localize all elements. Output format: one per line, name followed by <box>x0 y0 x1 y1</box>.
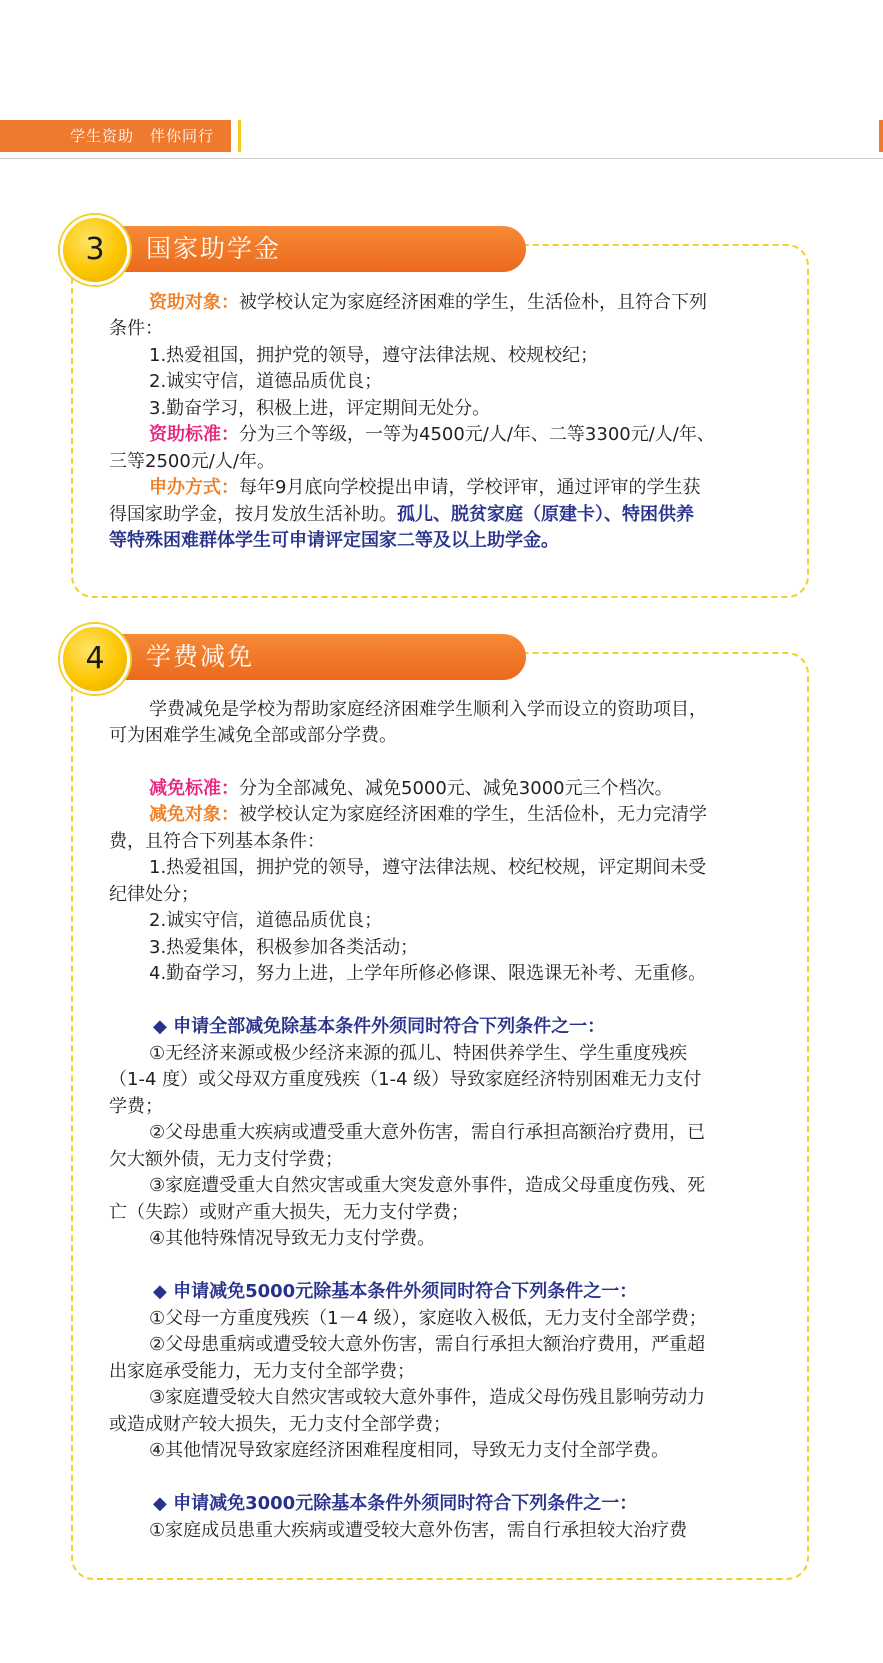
header-accent-line <box>238 120 241 152</box>
s4-cond-1b: 纪律处分； <box>109 884 199 905</box>
s4-object-2: 费，且符合下列基本条件： <box>109 831 325 852</box>
s3-line-6: 资助标准：分为三个等级，一等为4500元/人/年、二等3300元/人/年、 <box>149 424 715 445</box>
header-divider <box>0 158 883 159</box>
s4-intro-2: 可为困难学生减免全部或部分学费。 <box>109 725 397 746</box>
s3-line-1: 资助对象：被学校认定为家庭经济困难的学生，生活俭朴，且符合下列 <box>149 292 707 313</box>
s4-intro-1: 学费减免是学校为帮助家庭经济困难学生顺利入学而设立的资助项目， <box>149 699 707 720</box>
s3-line-8: 申办方式：每年9月底向学校提出申请，学校评审，通过评审的学生获 <box>149 477 701 498</box>
header-right-tab <box>879 120 883 152</box>
header-slogan: 学生资助 伴你同行 <box>70 127 215 145</box>
s3-line-4: 2.诚实守信，道德品质优良； <box>149 371 383 392</box>
s4-standard: 减免标准：分为全部减免、减免5000元、减免3000元三个档次。 <box>149 778 673 799</box>
s4-full-heading: ◆ 申请全部减免除基本条件外须同时符合下列条件之一： <box>153 1016 606 1037</box>
s4-5000-2b: 出家庭承受能力，无力支付全部学费； <box>109 1361 415 1382</box>
section-4-title: 学费减免 <box>146 642 255 671</box>
s3-line-9: 得国家助学金，按月发放生活补助。孤儿、脱贫家庭（原建卡）、特困供养 <box>109 504 694 525</box>
s4-cond-2: 2.诚实守信，道德品质优良； <box>149 910 383 931</box>
s3-line-10: 等特殊困难群体学生可申请评定国家二等及以上助学金。 <box>109 530 559 551</box>
s4-full-1c: 学费； <box>109 1096 163 1117</box>
s4-5000-2a: ②父母患重病或遭受较大意外伤害，需自行承担大额治疗费用，严重超 <box>149 1334 706 1355</box>
s4-full-1a: ①无经济来源或极少经济来源的孤儿、特困供养学生、学生重度残疾 <box>149 1043 688 1064</box>
s4-full-2a: ②父母患重大疾病或遭受重大意外伤害，需自行承担高额治疗费用，已 <box>149 1122 706 1143</box>
s4-cond-4: 4.勤奋学习，努力上进，上学年所修必修课、限选课无补考、无重修。 <box>149 963 707 984</box>
s4-3000-1: ①家庭成员患重大疾病或遭受较大意外伤害，需自行承担较大治疗费 <box>149 1520 688 1541</box>
s3-line-7: 三等2500元/人/年。 <box>109 451 275 472</box>
section-3-number-badge: 3 <box>60 215 130 285</box>
s4-5000-heading: ◆ 申请减免5000元除基本条件外须同时符合下列条件之一： <box>153 1281 638 1302</box>
s4-object-1: 减免对象：被学校认定为家庭经济困难的学生，生活俭朴，无力完清学 <box>149 804 707 825</box>
s4-full-3a: ③家庭遭受重大自然灾害或重大突发意外事件，造成父母重度伤残、死 <box>149 1175 706 1196</box>
s4-5000-4: ④其他情况导致家庭经济困难程度相同，导致无力支付全部学费。 <box>149 1440 670 1461</box>
s4-full-1b: （1-4 度）或父母双方重度残疾（1-4 级）导致家庭经济特别困难无力支付 <box>109 1069 702 1090</box>
s4-cond-1a: 1.热爱祖国，拥护党的领导，遵守法律法规、校纪校规，评定期间未受 <box>149 857 707 878</box>
section-3-title: 国家助学金 <box>146 234 282 263</box>
s4-full-4: ④其他特殊情况导致无力支付学费。 <box>149 1228 436 1249</box>
s3-line-5: 3.勤奋学习，积极上进，评定期间无处分。 <box>149 398 491 419</box>
s4-3000-heading: ◆ 申请减免3000元除基本条件外须同时符合下列条件之一： <box>153 1493 638 1514</box>
s4-5000-3b: 或造成财产较大损失，无力支付全部学费； <box>109 1414 451 1435</box>
s4-cond-3: 3.热爱集体，积极参加各类活动； <box>149 937 419 958</box>
section-4-number-badge: 4 <box>60 624 130 694</box>
s4-5000-1: ①父母一方重度残疾（1－4 级），家庭收入极低，无力支付全部学费； <box>149 1308 707 1329</box>
s4-full-3b: 亡（失踪）或财产重大损失，无力支付学费； <box>109 1202 469 1223</box>
s3-line-2: 条件： <box>109 318 163 339</box>
s3-line-3: 1.热爱祖国，拥护党的领导，遵守法律法规、校规校纪； <box>149 345 599 366</box>
s4-5000-3a: ③家庭遭受较大自然灾害或较大意外事件，造成父母伤残且影响劳动力 <box>149 1387 706 1408</box>
s4-full-2b: 欠大额外债，无力支付学费； <box>109 1149 343 1170</box>
